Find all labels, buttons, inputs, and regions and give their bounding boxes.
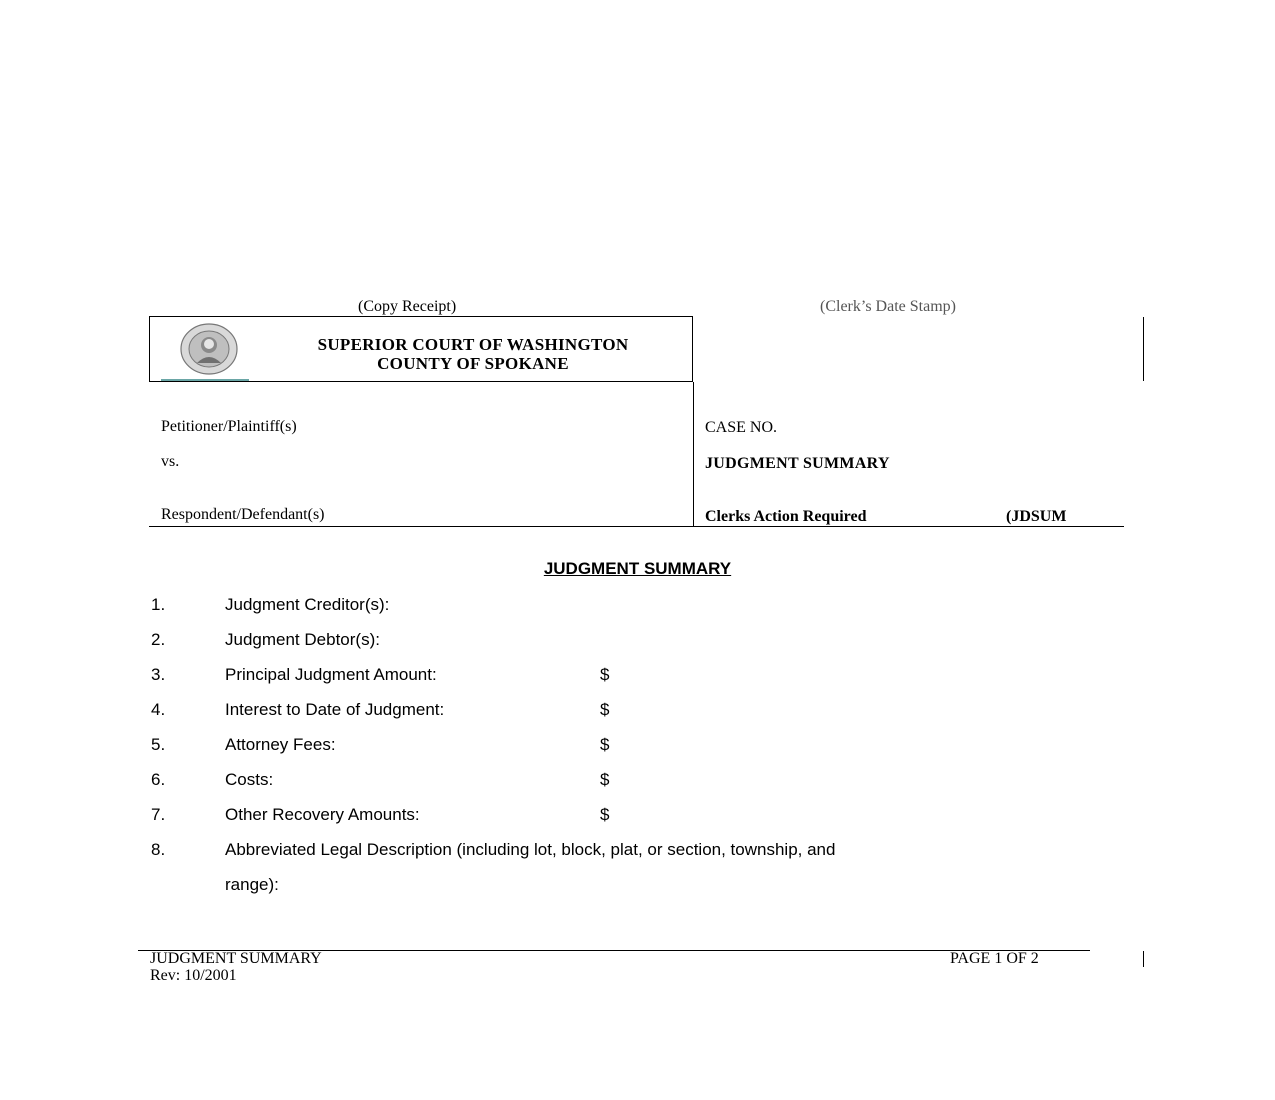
- caption-divider: [693, 382, 694, 527]
- dollar-sign: $: [600, 735, 610, 754]
- dollar-sign: $: [600, 805, 610, 824]
- dollar-sign: $: [600, 770, 610, 789]
- footer-revision: Rev: 10/2001: [150, 967, 237, 984]
- caption-bottom-rule: [149, 526, 1124, 527]
- court-title: [262, 335, 684, 373]
- caption-doc-title: JUDGMENT SUMMARY: [705, 455, 890, 472]
- copy-receipt-label: (Copy Receipt): [358, 298, 457, 315]
- dollar-sign: $: [600, 700, 610, 719]
- court-line-2: COUNTY OF SPOKANE: [377, 354, 569, 373]
- court-line-1: SUPERIOR COURT OF WASHINGTON: [317, 335, 629, 354]
- case-no-label: CASE NO.: [705, 419, 778, 436]
- seal-of-superior-court-icon: [180, 323, 238, 375]
- dollar-sign: $: [600, 665, 610, 684]
- list-item-continuation: range):: [225, 875, 279, 894]
- clerk-date-stamp-label: (Clerk’s Date Stamp): [820, 298, 956, 315]
- body-title: JUDGMENT SUMMARY: [543, 559, 732, 578]
- right-margin-bar: [1143, 317, 1144, 381]
- document-code: (JDSUM: [1006, 508, 1067, 525]
- clerks-action-label: Clerks Action Required: [705, 508, 867, 525]
- footer-doc-title: JUDGMENT SUMMARY: [150, 950, 322, 967]
- right-margin-bar-footer: [1143, 951, 1144, 967]
- petitioner-label: Petitioner/Plaintiff(s): [161, 418, 297, 435]
- seal-underline: [161, 379, 249, 381]
- respondent-label: Respondent/Defendant(s): [161, 506, 325, 523]
- vs-label: vs.: [161, 453, 180, 470]
- footer-page-number: PAGE 1 OF 2: [950, 950, 1039, 967]
